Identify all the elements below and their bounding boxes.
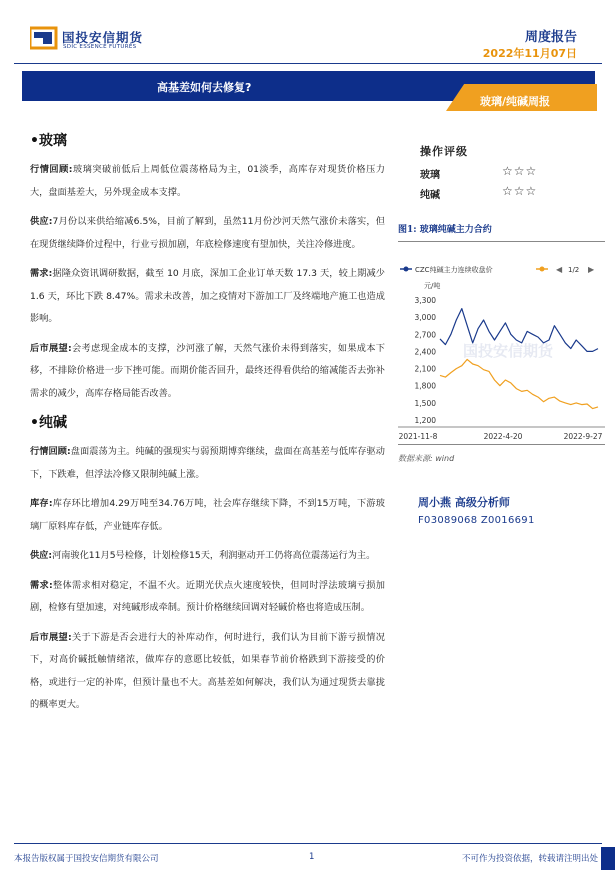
soda-inventory [30, 493, 385, 538]
glass-supply [30, 211, 385, 256]
analyst-name: 周小燕 高级分析师 [418, 496, 510, 509]
para-text: 库存环比增加4.29万吨至34.76万吨，社会库存继续下降，不到15万吨，下游玻璃厂原料库存低，产业链库存低。 [30, 498, 385, 532]
para-text: 整体需求相对稳定，不温不火。近期光伏点火速度较快，但同时浮法玻璃亏损加剧，检修有望加速，对纯碱形成牵制。预计价格继续回调对轻碱价格也将造成压制。 [30, 579, 385, 613]
para-text: 盘面震荡为主。纯碱的强现实与弱预期博弈继续，盘面在高基差与低库存驱动下，下跌难，但浮法冷修又限制纯碱上涨。 [30, 446, 385, 480]
figure-title: 图1: 玻璃纯碱主力合约 [398, 225, 492, 235]
y-tick-label: 1,500 [414, 398, 436, 408]
logo-name-cn: 国投安信期货 [62, 30, 144, 45]
y-tick-label: 3,300 [414, 296, 436, 305]
para-label: 后市展望: [30, 631, 72, 643]
x-tick-label: 2022-9-27 [563, 432, 603, 441]
y-tick-label: 2,700 [414, 330, 436, 340]
series-line-glass [440, 359, 598, 408]
legend-next-icon[interactable]: ▶ [588, 265, 595, 274]
chart-legend [400, 265, 595, 274]
legend-prev-icon[interactable]: ◀ [556, 265, 563, 274]
para-label: 行情回顾: [30, 164, 73, 175]
report-date: 2022年11月07日 [482, 47, 577, 60]
para-text: 玻璃突破前低后上周低位震荡格局为主，01淡季，高库存对现货价格压力大，盘面基差大，另外现金成本支撑。 [30, 164, 385, 198]
commentary-column [30, 130, 385, 724]
banner-title: 高基差如何去修复? [157, 81, 252, 94]
footer-corner-block [601, 847, 615, 870]
para-text: 关于下游是否会进行大的补库动作，何时进行，我们认为目前下游亏损情况下，对高价碱抵触情绪浓，做库存的意愿比较低，如果春节前价格跌到下游接受的价格，或进行一定的补库，但预计量也不大。高基差如何解决，我们认为通过现货去靠拢的概率更大。 [30, 631, 385, 710]
y-tick-label: 1,800 [414, 381, 436, 391]
para-text: 据隆众资讯调研数据，截至 10 月底，深加工企业订单天数 17.3 天，较上期减少 1.6 天，环比下跌 8.47%。需求未改善，加之疫情对下游加工厂及终端地产施工也造成影响。 [30, 268, 385, 324]
soda-demand [30, 575, 385, 620]
figure-top-rule [398, 241, 605, 242]
legend-marker-soda [404, 267, 409, 272]
y-tick-label: 1,200 [414, 416, 436, 425]
y-tick-label: 2,100 [414, 364, 436, 374]
page-number: 1 [309, 852, 315, 862]
title-banner [22, 71, 595, 108]
rating-soda-name: 纯碱 [420, 190, 440, 201]
data-source: 数据来源: wind [398, 454, 455, 463]
glass-outlook [30, 338, 385, 406]
y-tick-label: 2,400 [414, 347, 436, 357]
analyst-license-ids: F03089068 Z0016691 [418, 515, 535, 526]
price-chart-svg [398, 244, 605, 444]
x-tick-label: 2022-4-20 [483, 432, 523, 441]
glass-market-review [30, 159, 385, 204]
report-header [0, 0, 615, 72]
para-label: 后市展望: [30, 342, 72, 354]
rating-title: 操作评级 [420, 145, 468, 158]
glass-section-title: •玻璃 [30, 133, 67, 149]
report-type: 周度报告 [524, 30, 577, 45]
soda-supply [30, 545, 385, 568]
para-text: 河南骏化11月5号检修，计划检修15天，利润驱动开工仍将高位震荡运行为主。 [52, 550, 376, 561]
header-divider [14, 63, 602, 64]
para-label: 库存: [30, 498, 53, 509]
footer-disclaimer: 不可作为投资依据，转载请注明出处 [461, 854, 598, 864]
legend-marker-glass [540, 267, 545, 272]
para-text: 会考虑现金成本的支撑，沙河涨了解，天然气涨价未得到落实，如果成本下移，不排除价格进一步下挫可能。而期价能否回升，最终还得看供给的缩减能否去弥补需求的减少，高库存格局能否改善。 [30, 342, 385, 399]
chart-y-label: 元/吨 [424, 282, 441, 290]
rating-soda-stars: ☆☆☆ [502, 184, 538, 198]
para-text: 7月份以来供给缩减6.5%，目前了解到，虽然11月份沙河天然气涨价未落实，但在现货继续降价过程中，行业亏损加剧，年底检修速度有望加快，关注冷修进度。 [30, 216, 385, 250]
chart-y-axis [415, 296, 437, 425]
legend-pager: 1/2 [568, 266, 580, 274]
figure-bottom-rule [398, 444, 605, 445]
para-label: 供应: [30, 550, 53, 561]
para-label: 供应: [30, 216, 53, 227]
footer-divider [14, 843, 602, 844]
banner-tag: 玻璃/纯碱周报 [480, 95, 551, 108]
para-label: 需求: [30, 268, 53, 279]
soda-market-review [30, 441, 385, 486]
logo-name-en: SDIC ESSENCE FUTURES [63, 44, 137, 50]
rating-glass-name: 玻璃 [420, 170, 440, 181]
glass-demand [30, 263, 385, 331]
para-label: 需求: [30, 579, 53, 591]
soda-section-title: •纯碱 [30, 415, 67, 431]
chart-x-axis [398, 427, 605, 441]
company-logo-icon [30, 26, 58, 50]
x-tick-label: 2021-11-8 [398, 432, 438, 441]
y-tick-label: 3,000 [414, 313, 436, 323]
price-chart [398, 244, 605, 444]
page-footer [0, 843, 615, 870]
legend-label-soda: CZC纯碱主力连续收盘价 [415, 266, 493, 274]
footer-copyright: 本报告版权属于国投安信期货有限公司 [14, 854, 159, 864]
soda-outlook [30, 627, 385, 717]
rating-glass-stars: ☆☆☆ [502, 164, 538, 178]
chart-watermark: 国投安信期货 [462, 342, 554, 360]
para-label: 行情回顾: [30, 446, 71, 457]
